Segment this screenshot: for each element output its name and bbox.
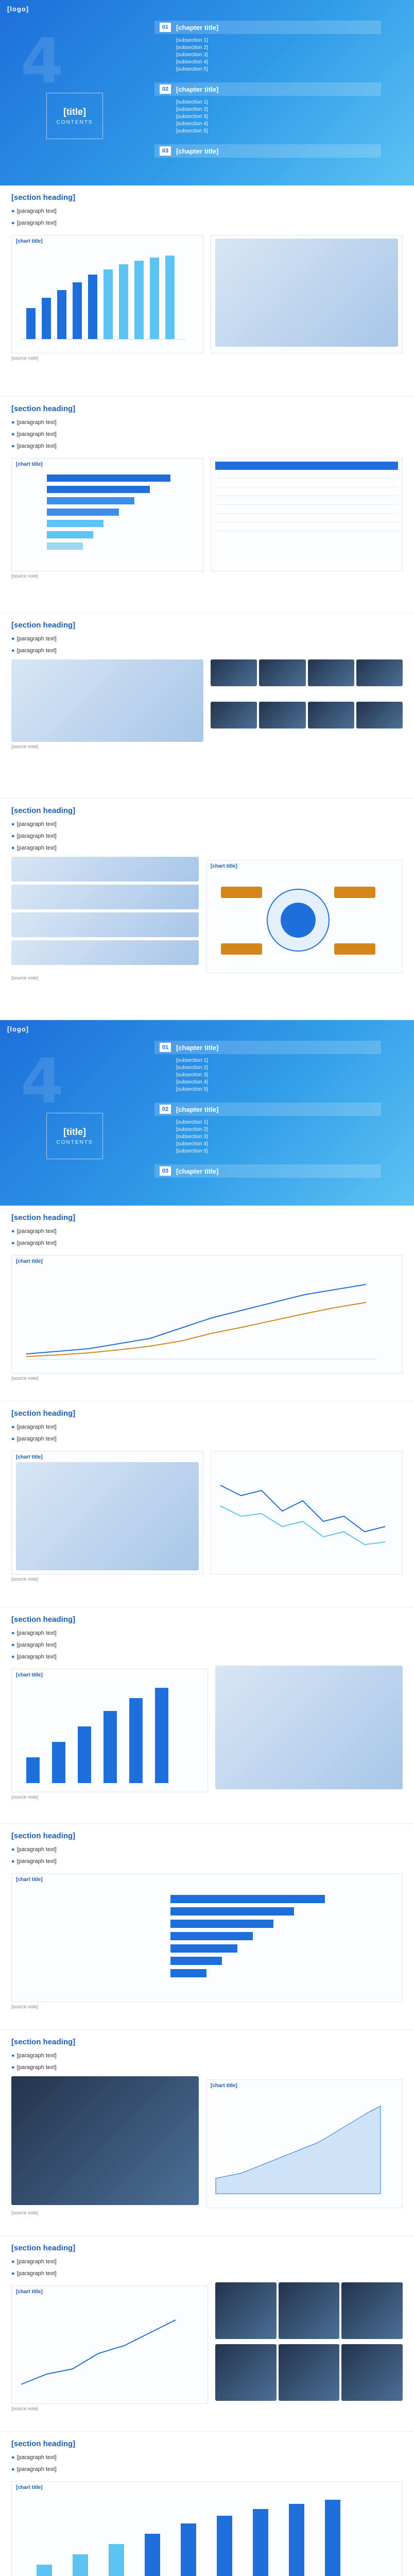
toc-item-number: 02 (160, 84, 171, 94)
source-note: [source note] (11, 573, 39, 579)
section-paragraph: ● [paragraph text] (11, 208, 57, 214)
content-section (0, 397, 414, 613)
bar-chart-figure (16, 1680, 191, 1788)
chart-caption: [chart title] (211, 2083, 237, 2089)
section-heading: [section heading] (11, 404, 76, 413)
toc-list (154, 21, 381, 167)
toc-item-number: 01 (160, 1043, 171, 1052)
toc-subitem: [subsection 3] (176, 1072, 208, 1078)
chart-card (11, 1255, 403, 1374)
toc-item[interactable] (154, 21, 381, 73)
section-paragraph: ● [paragraph text] (11, 1846, 57, 1853)
section-paragraph: ● [paragraph text] (11, 1228, 57, 1234)
photo-thumbnail (279, 2282, 340, 2339)
section-heading: [section heading] (11, 1832, 76, 1840)
section-heading: [section heading] (11, 1615, 76, 1624)
table-card (11, 1451, 203, 1574)
photo-thumbnail (308, 702, 354, 728)
source-note: [source note] (11, 1376, 39, 1381)
section-heading: [section heading] (11, 193, 76, 202)
toc-title: [title] (63, 107, 86, 117)
section-paragraph: ● [paragraph text] (11, 2259, 57, 2265)
toc-subitem: [subsection 3] (176, 114, 208, 120)
section-paragraph: ● [paragraph text] (11, 1858, 57, 1865)
chart-caption: [chart title] (16, 1672, 43, 1678)
chart-caption: [chart title] (16, 2289, 43, 2295)
toc-item[interactable] (154, 1103, 381, 1155)
section-heading: [section heading] (11, 2038, 76, 2046)
architecture-diagram-image (215, 239, 398, 347)
source-note: [source note] (11, 2210, 39, 2215)
toc-subitem: [subsection 1] (176, 1058, 208, 1063)
section-paragraph: ● [paragraph text] (11, 1240, 57, 1246)
source-note: [source note] (11, 1794, 39, 1800)
toc-subitem: [subsection 2] (176, 107, 208, 112)
source-note: [source note] (11, 1577, 39, 1582)
toc-item-label: [chapter title] (176, 85, 219, 93)
chart-card (11, 1873, 403, 2002)
toc-item-label: [chapter title] (176, 147, 219, 155)
icon-list-block (11, 940, 199, 965)
table-card (211, 458, 403, 571)
chapter-watermark-number: 4 (21, 26, 64, 97)
toc-subtitle: CONTENTS (56, 120, 93, 125)
section-heading: [section heading] (11, 1409, 76, 1418)
source-note: [source note] (11, 2004, 39, 2009)
toc-subitem: [subsection 3] (176, 1134, 208, 1140)
horizontal-bar-figure (16, 1885, 387, 1998)
toc-subitem: [subsection 4] (176, 1079, 208, 1085)
content-section (0, 2432, 414, 2576)
chart-card (11, 2285, 208, 2404)
toc-title-box (46, 93, 103, 139)
toc-subitem: [subsection 4] (176, 59, 208, 65)
toc-item-number: 03 (160, 146, 171, 156)
brand-logo: [logo] (7, 5, 29, 13)
toc-item[interactable] (154, 144, 381, 158)
chart-caption: [chart title] (16, 1454, 43, 1460)
chart-caption: [chart title] (16, 2485, 43, 2490)
toc-subitem: [subsection 1] (176, 1120, 208, 1125)
content-section (0, 185, 414, 397)
section-paragraph: ● [paragraph text] (11, 431, 57, 437)
flow-diagram-image (215, 1666, 403, 1789)
content-section (0, 2236, 414, 2432)
photo-thumbnail (215, 2344, 277, 2401)
data-table (215, 462, 398, 531)
photo-thumbnail (341, 2282, 403, 2339)
chart-caption: [chart title] (16, 239, 43, 244)
chart-card (11, 1669, 208, 1792)
toc-item-number: 02 (160, 1105, 171, 1114)
section-paragraph: ● [paragraph text] (11, 845, 57, 851)
toc-item-label: [chapter title] (176, 1167, 219, 1175)
toc-subitem: [subsection 5] (176, 128, 208, 134)
content-section (0, 1401, 414, 1607)
toc-subtitle: CONTENTS (56, 1140, 93, 1145)
toc-title: [title] (63, 1127, 86, 1137)
line-chart-figure (16, 1266, 387, 1369)
section-paragraph: ● [paragraph text] (11, 821, 57, 827)
toc-subitem: [subsection 4] (176, 1141, 208, 1147)
line-chart-figure (16, 2297, 191, 2400)
section-paragraph: ● [paragraph text] (11, 2270, 57, 2277)
source-note: [source note] (11, 2406, 39, 2411)
section-paragraph: ● [paragraph text] (11, 2454, 57, 2461)
source-note: [source note] (11, 975, 39, 980)
toc-subitem: [subsection 5] (176, 1087, 208, 1092)
chart-caption: [chart title] (211, 863, 237, 869)
toc-item-label: [chapter title] (176, 1043, 219, 1052)
section-paragraph: ● [paragraph text] (11, 2064, 57, 2071)
section-paragraph: ● [paragraph text] (11, 833, 57, 839)
section-paragraph: ● [paragraph text] (11, 1424, 57, 1430)
brand-logo: [logo] (7, 1025, 29, 1033)
toc-title-box (46, 1113, 103, 1159)
toc-subitem: [subsection 1] (176, 99, 208, 105)
horizontal-bar-figure (16, 469, 191, 567)
icon-list-block (11, 912, 199, 937)
toc-subitem: [subsection 5] (176, 1148, 208, 1154)
section-paragraph: ● [paragraph text] (11, 1642, 57, 1648)
photo-thumbnail (211, 702, 257, 728)
toc-subitem: [subsection 1] (176, 38, 208, 43)
toc-subitem: [subsection 2] (176, 1127, 208, 1132)
toc-subitem: [subsection 4] (176, 121, 208, 127)
photo-thumbnail (356, 659, 403, 686)
section-paragraph: ● [paragraph text] (11, 443, 57, 449)
bar-chart-figure (16, 246, 191, 349)
photo-block (11, 2076, 199, 2205)
toc-subitem: [subsection 3] (176, 52, 208, 58)
icon-list-block (11, 857, 199, 882)
toc-item[interactable] (154, 1164, 381, 1178)
toc-item-number: 03 (160, 1166, 171, 1176)
section-paragraph: ● [paragraph text] (11, 220, 57, 226)
section-paragraph: ● [paragraph text] (11, 1630, 57, 1636)
photo-thumbnail (259, 702, 305, 728)
chart-card (11, 2481, 403, 2576)
section-paragraph: ● [paragraph text] (11, 2053, 57, 2059)
line-chart-figure (215, 1454, 390, 1568)
bar-chart-figure (16, 2493, 387, 2576)
section-heading: [section heading] (11, 2244, 76, 2252)
section-paragraph: ● [paragraph text] (11, 2466, 57, 2472)
chart-card (206, 2079, 403, 2208)
toc-item-label: [chapter title] (176, 1105, 219, 1113)
content-section (0, 1607, 414, 1824)
chart-caption: [chart title] (16, 1259, 43, 1264)
toc-item[interactable] (154, 82, 381, 135)
photo-thumbnail (211, 659, 257, 686)
area-chart-figure (211, 2091, 386, 2204)
content-section (0, 1206, 414, 1401)
content-section (0, 1824, 414, 2030)
chart-card (211, 1451, 403, 1574)
section-heading: [section heading] (11, 806, 76, 815)
photo-thumbnail (279, 2344, 340, 2401)
toc-list (154, 1041, 381, 1187)
source-note: [source note] (11, 355, 39, 361)
section-paragraph: ● [paragraph text] (11, 636, 57, 642)
toc-item[interactable] (154, 1041, 381, 1093)
photo-thumbnail (259, 659, 305, 686)
toc-subitem: [subsection 2] (176, 45, 208, 50)
content-section (0, 2030, 414, 2236)
section-heading: [section heading] (11, 2439, 76, 2448)
toc-item-number: 01 (160, 23, 171, 32)
source-note: [source note] (11, 744, 39, 749)
hub-diagram-figure (211, 871, 386, 969)
icon-list-block (11, 885, 199, 909)
chart-card (11, 235, 203, 353)
content-section (0, 613, 414, 799)
diagram-card (206, 860, 403, 973)
photo-thumbnail (308, 659, 354, 686)
section-heading: [section heading] (11, 1213, 76, 1222)
photo-thumbnail (215, 2282, 277, 2339)
diagram-card (211, 235, 403, 353)
chart-card (11, 458, 203, 571)
chart-caption: [chart title] (16, 1877, 43, 1883)
chapter-watermark-number: 4 (21, 1046, 64, 1117)
toc-panel-bottom (0, 1020, 414, 1206)
content-section (0, 799, 414, 1020)
circular-diagram-image (11, 659, 203, 742)
section-heading: [section heading] (11, 621, 76, 630)
section-paragraph: ● [paragraph text] (11, 1436, 57, 1442)
section-paragraph: ● [paragraph text] (11, 1654, 57, 1660)
section-paragraph: ● [paragraph text] (11, 648, 57, 654)
chart-caption: [chart title] (16, 462, 43, 467)
photo-thumbnail (341, 2344, 403, 2401)
product-table-image (16, 1462, 199, 1570)
toc-panel-top (0, 0, 414, 185)
section-paragraph: ● [paragraph text] (11, 419, 57, 426)
toc-subitem: [subsection 2] (176, 1065, 208, 1071)
toc-subitem: [subsection 5] (176, 66, 208, 72)
photo-thumbnail (356, 702, 403, 728)
toc-item-label: [chapter title] (176, 23, 219, 31)
